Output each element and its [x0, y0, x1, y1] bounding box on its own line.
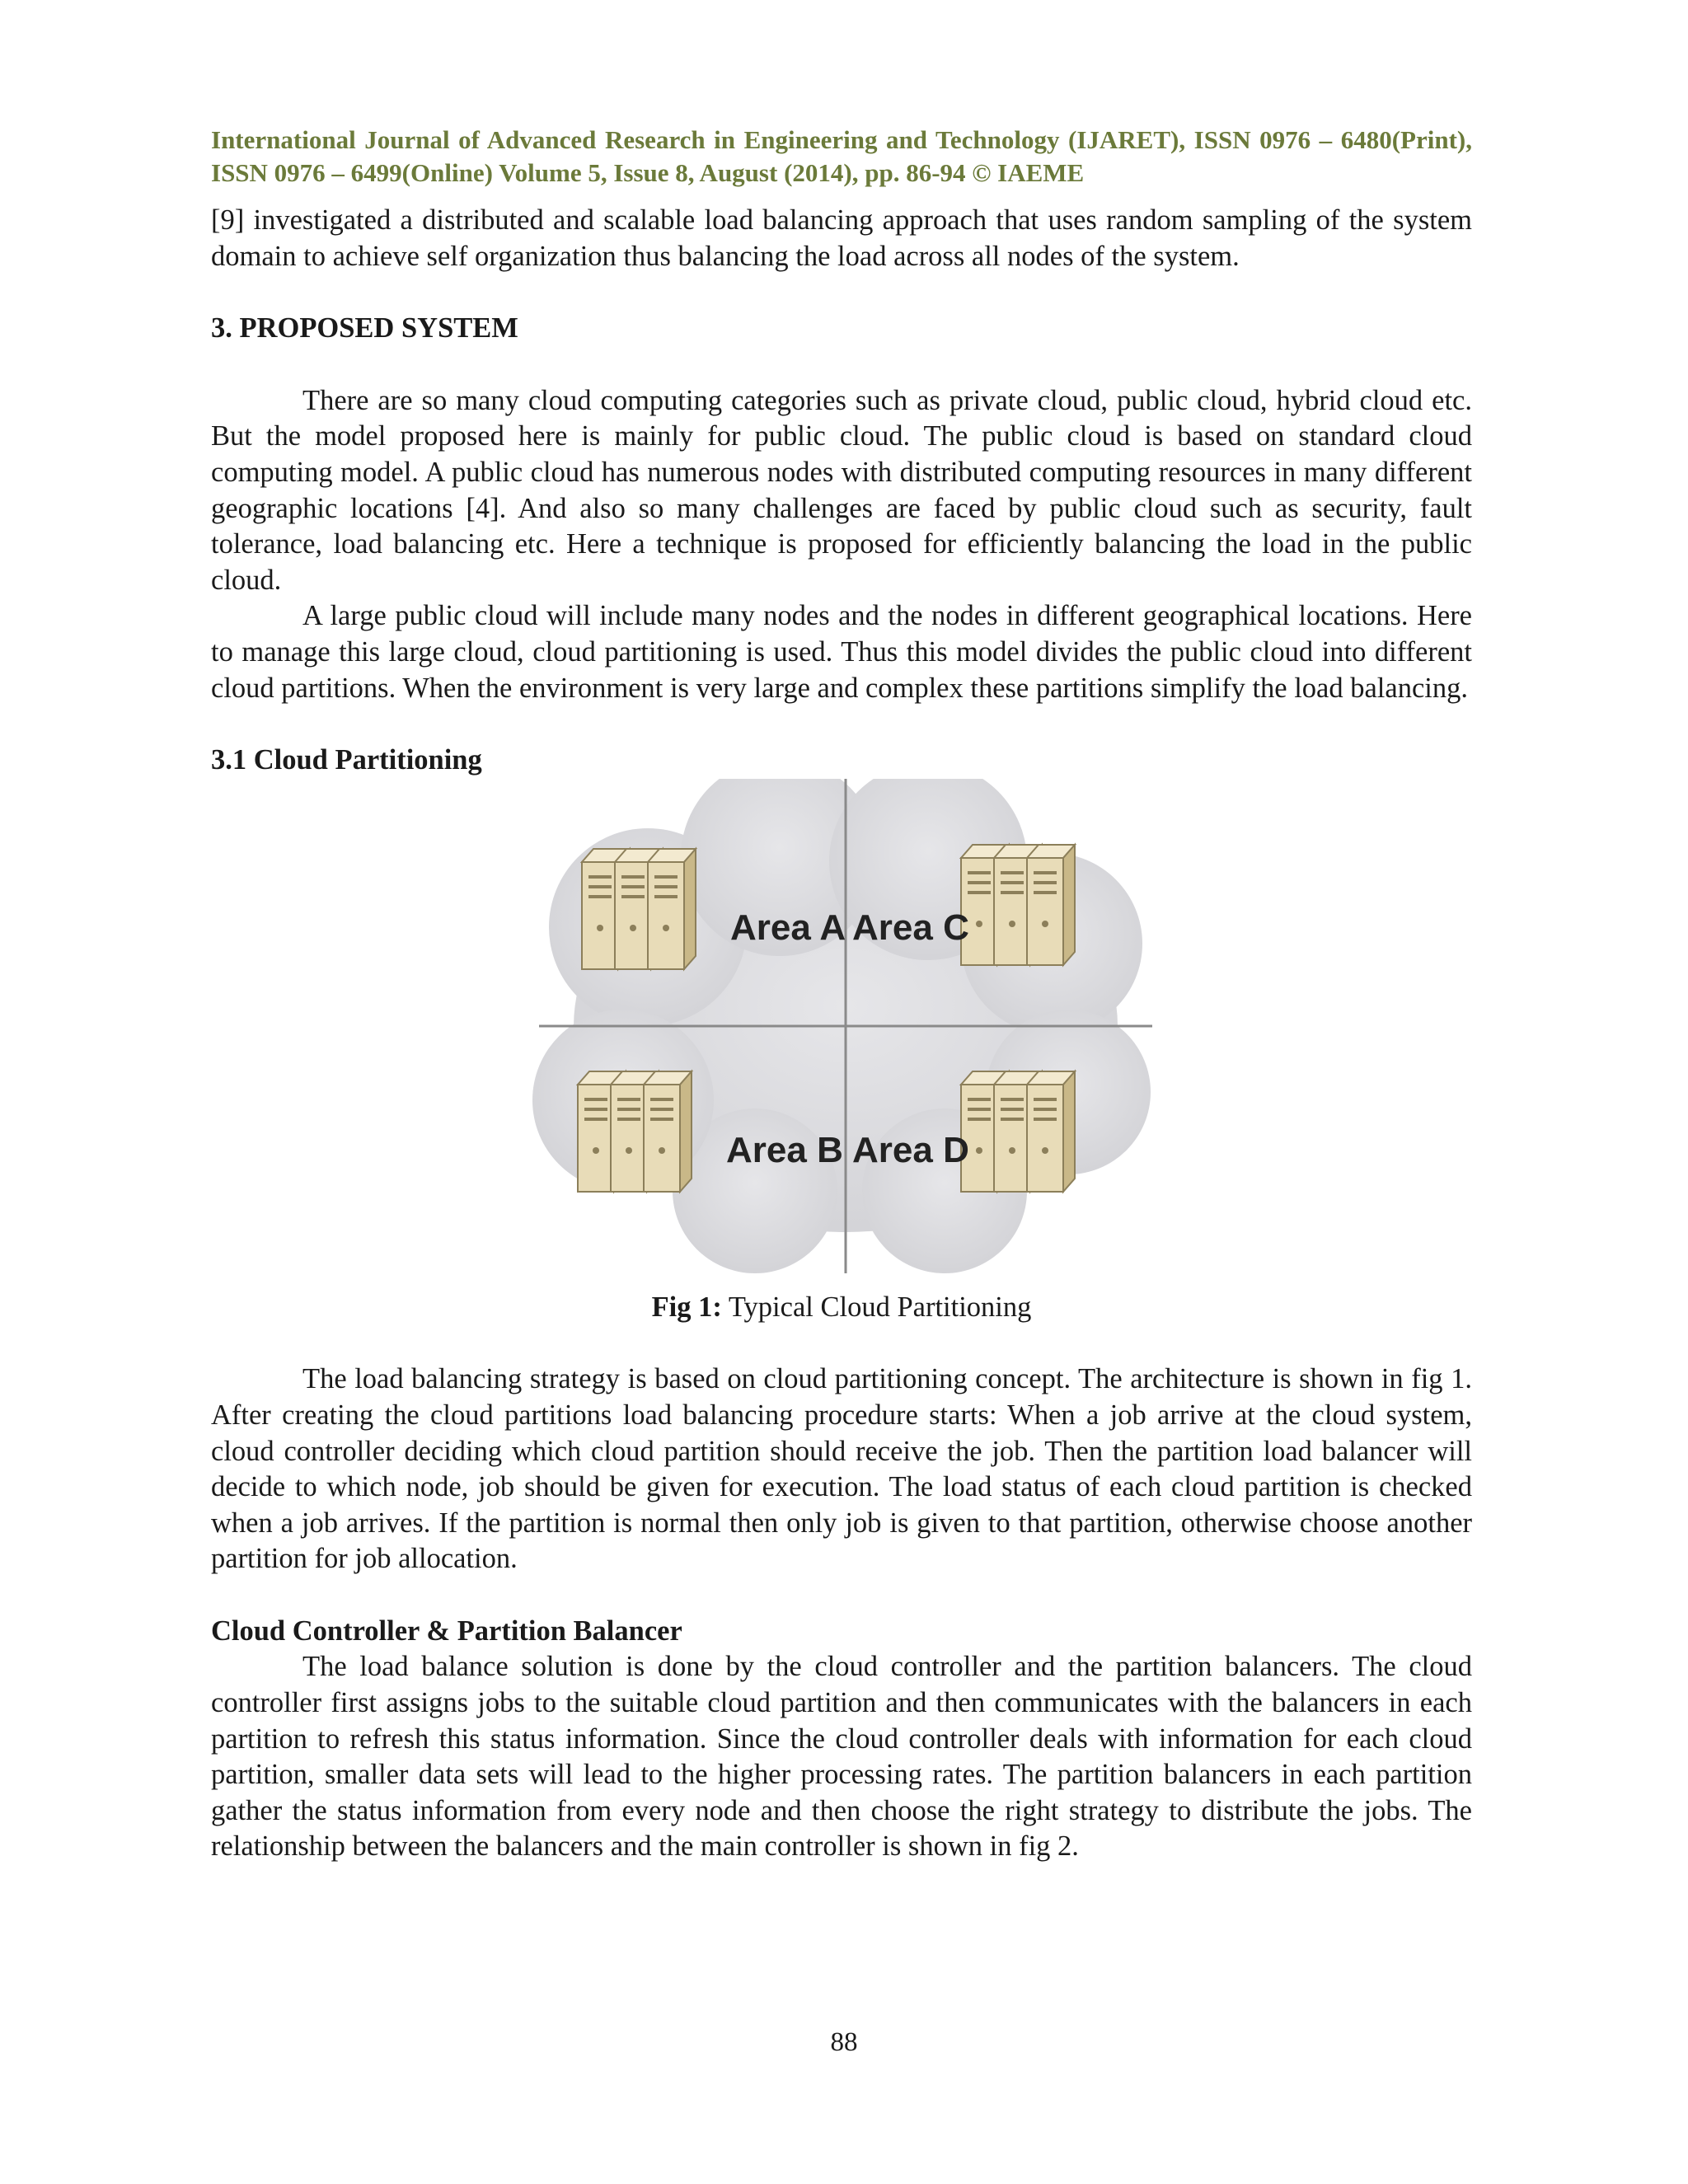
- body-paragraph: There are so many cloud computing categories such as private cloud, public cloud, hybrid cloud etc. But the model proposed here is mainly for public cloud. The public cloud is based on standard cloud computing model. A public cloud has numerous nodes with distributed computing resources in many different geographic locations [4]. And also so many challenges are faced by public cloud such as security, fault tolerance, load balancing etc. Here a technique is proposed for efficiently balancing the load in the public cloud.: [211, 384, 1472, 596]
- body-paragraph: The load balance solution is done by the cloud controller and the partition balancers. The cloud controller first assigns jobs to the suitable cloud partition and then communicates with the balancers in each partition to refresh this status information. Since the cloud controller deals with information for each cloud partition, smaller data sets will lead to the higher processing rates. The partition balancers in each partition gather the status information from every node and then choose the right strategy to distribute the jobs. The relationship between the balancers and the main controller is shown in fig 2.: [211, 1651, 1472, 1863]
- journal-header: International Journal of Advanced Research in Engineering and Technology (IJARET), ISSN 0976 – 6480(Print), ISSN 0976 – 6499(Online) Volume 5, Issue 8, August (2014), pp. 86-94 © IAEME: [211, 125, 1472, 187]
- body-paragraph: The load balancing strategy is based on cloud partitioning concept. The architecture is shown in fig 1. After creating the cloud partitions load balancing procedure starts: When a job arrive at the cloud system, cloud controller deciding which cloud partition should receive the job. Then the partition load balancer will decide to which node, job should be given for execution. The load status of each cloud partition is checked when a job arrives. If the partition is normal then only job is given to that partition, otherwise choose another partition for job allocation.: [211, 1363, 1472, 1575]
- server-group-area-b: [578, 1071, 692, 1192]
- area-label-a: Area A: [730, 907, 846, 948]
- area-label-b: Area B: [726, 1129, 843, 1170]
- subsection-heading-cloud-partitioning: 3.1 Cloud Partitioning: [211, 744, 482, 776]
- page-content: [211, 124, 1472, 1865]
- figure-caption-label: Fig 1:: [651, 1291, 722, 1323]
- page-number: 88: [830, 2027, 858, 2057]
- server-group-area-c: [961, 845, 1075, 965]
- subsection-heading-cloud-controller: Cloud Controller & Partition Balancer: [211, 1615, 682, 1647]
- area-label-d: Area D: [852, 1129, 969, 1170]
- figure-caption-text: Typical Cloud Partitioning: [721, 1291, 1032, 1323]
- intro-paragraph: [9] investigated a distributed and scalable load balancing approach that uses random sampling of the system domain to achieve self organization thus balancing the load across all nodes of the system.: [211, 204, 1472, 272]
- figure-cloud-partitioning: [211, 779, 1472, 1273]
- figure-caption: [211, 1290, 1472, 1326]
- server-group-area-a: [582, 849, 696, 969]
- cloud-partition-diagram: [532, 779, 1159, 1273]
- area-label-c: Area C: [852, 907, 969, 948]
- server-group-area-d: [961, 1071, 1075, 1192]
- body-paragraph: A large public cloud will include many nodes and the nodes in different geographical locations. Here to manage this large cloud, cloud partitioning is used. Thus this model divides the public cloud into different cloud partitions. When the environment is very large and complex these partitions simplify the load balancing.: [211, 600, 1472, 704]
- section-heading-proposed-system: 3. PROPOSED SYSTEM: [211, 312, 518, 344]
